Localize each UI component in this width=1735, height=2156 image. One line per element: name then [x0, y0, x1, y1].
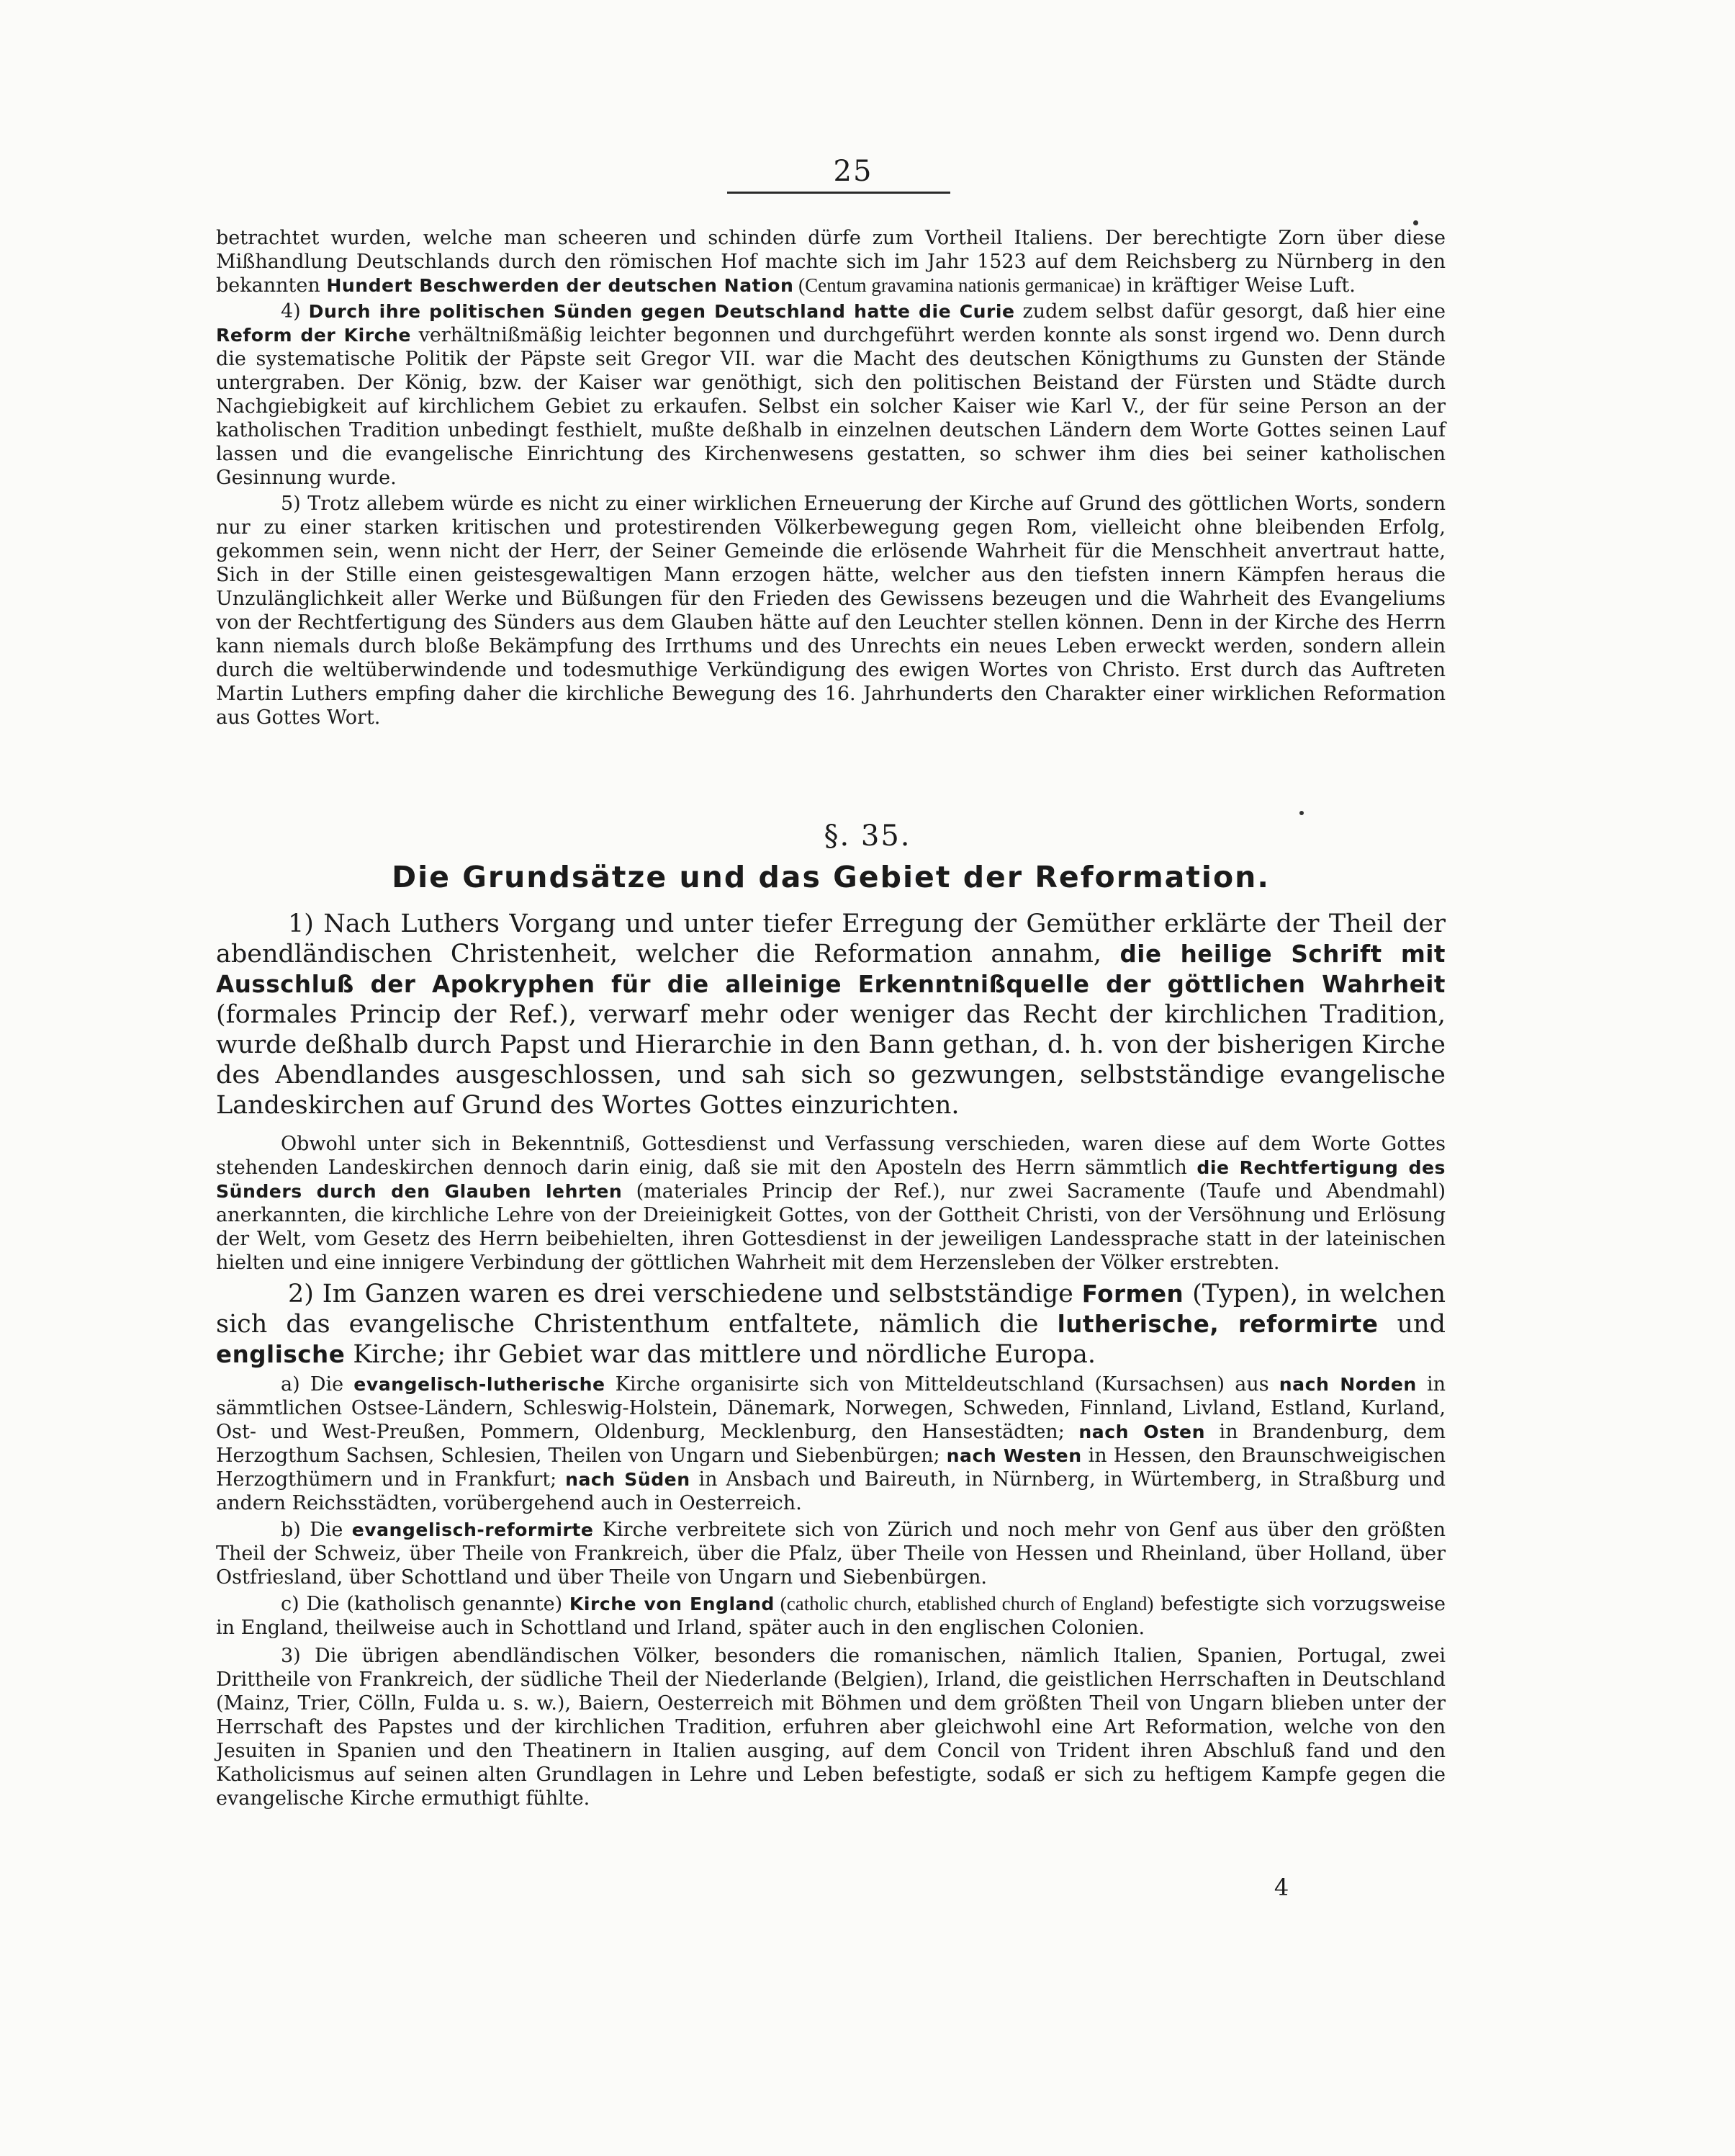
emphasis: Formen [1081, 1280, 1184, 1308]
text-run: 3) Die übrigen abendländischen Völker, besonders die romanischen, nämlich Italien, Spanien, Portugal, zwei Drittheile von Frankreich, der südliche Theil der Niederlande (Belgien), Irland, die geistlichen Herrschaften in Deutschland (Mainz, Trier, Cölln, Fulda u. s. w.), Baiern, Oesterreich mit Böhmen und dem größten Theil von Ungarn blieben unter der Herrschaft des Papstes und der kirchlichen Tradition, erfuhren aber gleichwohl eine Art Reformation, welche von den Jesuiten in Spanien und den Theatinern in Italien ausging, auf dem Concil von Trident ihren Abschluß fand und den Katholicismus auf seinen alten Grundlagen in Lehre und Leben befestigte, sodaß er sich zu heftigem Kampfe gegen die evangelische Kirche ermuthigt fühlte. [216, 1645, 1446, 1810]
text-run: und [1378, 1310, 1446, 1339]
text-run: Kirche organisirte sich von Mitteldeutschland (Kursachsen) aus [605, 1373, 1279, 1396]
paragraph-a [216, 1373, 1446, 1515]
emphasis: Reform der Kirche [216, 325, 411, 346]
page-number: 25 [833, 155, 873, 188]
speck [1413, 220, 1418, 225]
emphasis: Hundert Beschwerden der deutschen Nation [326, 275, 794, 296]
main-large-paragraph [216, 909, 1446, 1120]
paragraph-1 [216, 909, 1446, 1120]
latin-phrase: (Centum gravamina nationis germanicae) [793, 274, 1121, 296]
text-run: verhältnißmäßig leichter begonnen und durchgeführt werden konnte als sonst irgend wo. Denn durch die systematische Politik der Päpste seit Gregor VII. war die Macht des deutschen Königthums zu Gunsten der Stände untergraben. Der König, bzw. der Kaiser war genöthigt, sich den politischen Beistand der Fürsten und Städte durch Nachgiebigkeit auf kirchlichem Gebiet zu erkaufen. Selbst ein solcher Kaiser wie Karl V., der für seine Person an der katholischen Tradition unbedingt festhielt, mußte deßhalb in einzelnen deutschen Ländern dem Worte Gottes seinen Lauf lassen und die evangelische Einrichtung des Kirchenwesens gestatten, so schwer ihm dies bei seiner katholischen Gesinnung wurde. [216, 324, 1446, 489]
text-run: (formales Princip der Ref.), verwarf mehr oder weniger das Recht der kirchlichen Tradition, wurde deßhalb durch Papst und Hierarchie in den Bann gethan, d. h. von der bisherigen Kirche des Abendlandes ausgeschlossen, und sah sich so gezwungen, selbstständige evangelische Landeskirchen auf Grund des Wortes Gottes einzurichten. [216, 1000, 1446, 1120]
emphasis: nach Westen [946, 1445, 1082, 1466]
text-run: in Ansbach und Baireuth, in Nürnberg, in Würtemberg, in Straßburg und andern Reichsstädten, vorübergehend auch in Oesterreich. [216, 1468, 1446, 1514]
text-run: (materiales Princip der Ref.), nur zwei Sacramente (Taufe und Abendmahl) anerkannten, die kirchliche Lehre von der Dreieinigkeit Gottes, von der Gottheit Christi, von der Versöhnung und Erlösung der Welt, vom Gesetz des Herrn beibehielten, ihren Gottesdienst in der jeweiligen Landessprache statt in der lateinischen hielten und eine innigere Verbindung der göttlichen Wahrheit mit dem Herzensleben der Völker erstrebten. [216, 1180, 1446, 1274]
section-title: Die Grundsätze und das Gebiet der Reformation. [392, 860, 1270, 894]
header-rule [727, 192, 950, 194]
text-run: Obwohl unter sich in Bekenntniß, Gottesdienst und Verfassung verschieden, waren diese auf dem Worte Gottes stehenden Landeskirchen dennoch darin einig, daß sie mit den Aposteln des Herrn sämmtlich [216, 1133, 1446, 1179]
footer-signature: 4 [1274, 1874, 1289, 1901]
emphasis: die Rechtfertigung des Sünders durch den Glauben lehrten [216, 1157, 1446, 1202]
text-run: 1) Nach Luthers Vorgang und unter tiefer Erregung der Gemüther erklärte der Theil der abendländischen Christenheit, welcher die Reformation annahm, [216, 909, 1446, 969]
emphasis: nach Norden [1279, 1374, 1417, 1395]
text-run: 4) [281, 300, 309, 323]
emphasis: die heilige Schrift mit Ausschluß der Apokryphen für die alleinige Erkenntnißquelle der göttlichen Wahrheit [216, 940, 1446, 998]
paragraph-2 [216, 1279, 1446, 1370]
text-run: befestigte sich vorzugsweise in England, theilweise auch in Schottland und Irland, später auch in den englischen Colonien. [216, 1593, 1446, 1639]
lower-text-block [216, 1373, 1446, 1810]
text-run: in Brandenburg, dem Herzogthum Sachsen, Schlesien, Theilen von Ungarn und Siebenbürgen; [216, 1421, 1446, 1467]
emphasis: evangelisch-reformirte [351, 1519, 594, 1540]
paragraph-b [216, 1518, 1446, 1589]
obwohl-block [216, 1132, 1446, 1275]
emphasis: lutherische, reformirte [1057, 1311, 1379, 1338]
top-text-block [216, 226, 1446, 729]
paragraph-5 [216, 492, 1446, 729]
paragraph-continuation [216, 226, 1446, 297]
text-run: Kirche; ihr Gebiet war das mittlere und nördliche Europa. [345, 1340, 1096, 1369]
emphasis: englische [216, 1341, 346, 1368]
paragraph-c [216, 1592, 1446, 1640]
emphasis: Durch ihre politischen Sünden gegen Deutschland hatte die Curie [308, 301, 1015, 322]
text-run: a) Die [281, 1373, 354, 1396]
emphasis: nach Osten [1078, 1421, 1205, 1442]
text-run: 5) Trotz allebem würde es nicht zu einer wirklichen Erneuerung der Kirche auf Grund des göttlichen Worts, sondern nur zu einer starken kritischen und protestirenden Völkerbewegung gegen Rom, vielleicht ohne bleibenden Erfolg, gekommen sein, wenn nicht der Herr, der Seiner Gemeinde die erlösende Wahrheit für die Menschheit anvertraut hatte, Sich in der Stille einen geistesgewaltigen Mann erzogen hätte, welcher aus den tiefsten innern Kämpfen heraus die Unzulänglichkeit aller Werke und Büßungen für den Frieden des Gewissens bezeugen und die Wahrheit des Evangeliums von der Rechtfertigung des Sünders aus dem Glauben hätte auf den Leuchter stellen können. Denn in der Kirche des Herrn kann niemals durch bloße Bekämpfung des Irrthums und des Unrechts ein neues Leben erweckt werden, sondern allein durch die weltüberwindende und todesmuthige Verkündigung des ewigen Wortes von Christo. Erst durch das Auftreten Martin Luthers empfing daher die kirchliche Bewegung des 16. Jahrhunderts den Charakter einer wirklichen Reformation aus Gottes Wort. [216, 493, 1446, 729]
text-run: Kirche verbreitete sich von Zürich und noch mehr von Genf aus über den größten Theil der Schweiz, über Theile von Frankreich, über die Pfalz, über Theile von Hessen und Rheinland, über Holland, über Ostfriesland, über Schottland und über Theile von Ungarn und Siebenbürgen. [216, 1519, 1446, 1589]
section-number: §. 35. [824, 819, 911, 853]
section-2-block [216, 1279, 1446, 1370]
text-run: zudem selbst dafür gesorgt, daß hier eine [1014, 300, 1446, 323]
emphasis: nach Süden [565, 1469, 690, 1490]
speck [1299, 811, 1304, 815]
text-run: b) Die [281, 1519, 352, 1541]
latin-phrase: (catholic church, etablished church of England) [774, 1593, 1154, 1614]
text-run: in sämmtlichen Ostsee-Ländern, Schleswig-Holstein, Dänemark, Norwegen, Schweden, Finnland, Livland, Estland, Kurland, Ost- und West-Preußen, Pommern, Oldenburg, Mecklenburg, den Hansestädten; [216, 1373, 1446, 1443]
text-run: betrachtet wurden, welche man scheeren und schinden dürfe zum Vortheil Italiens. Der berechtigte Zorn über diese Mißhandlung Deutschlands durch den römischen Hof machte sich im Jahr 1523 auf dem Reichsberg zu Nürnberg in den bekannten [216, 227, 1446, 297]
text-run: (Typen), in welchen sich das evangelische Christenthum entfaltete, nämlich die [216, 1280, 1446, 1339]
text-run: 2) Im Ganzen waren es drei verschiedene und selbstständige [288, 1280, 1082, 1308]
text-run: c) Die (katholisch genannte) [281, 1593, 569, 1615]
paragraph-obwohl [216, 1132, 1446, 1275]
emphasis: Kirche von England [569, 1594, 775, 1614]
paragraph-4 [216, 300, 1446, 490]
paragraph-3 [216, 1644, 1446, 1810]
text-run: in kräftiger Weise Luft. [1120, 274, 1356, 297]
emphasis: evangelisch-lutherische [353, 1374, 605, 1395]
text-run: in Hessen, den Braunschweigischen Herzogthümern und in Frankfurt; [216, 1445, 1446, 1491]
